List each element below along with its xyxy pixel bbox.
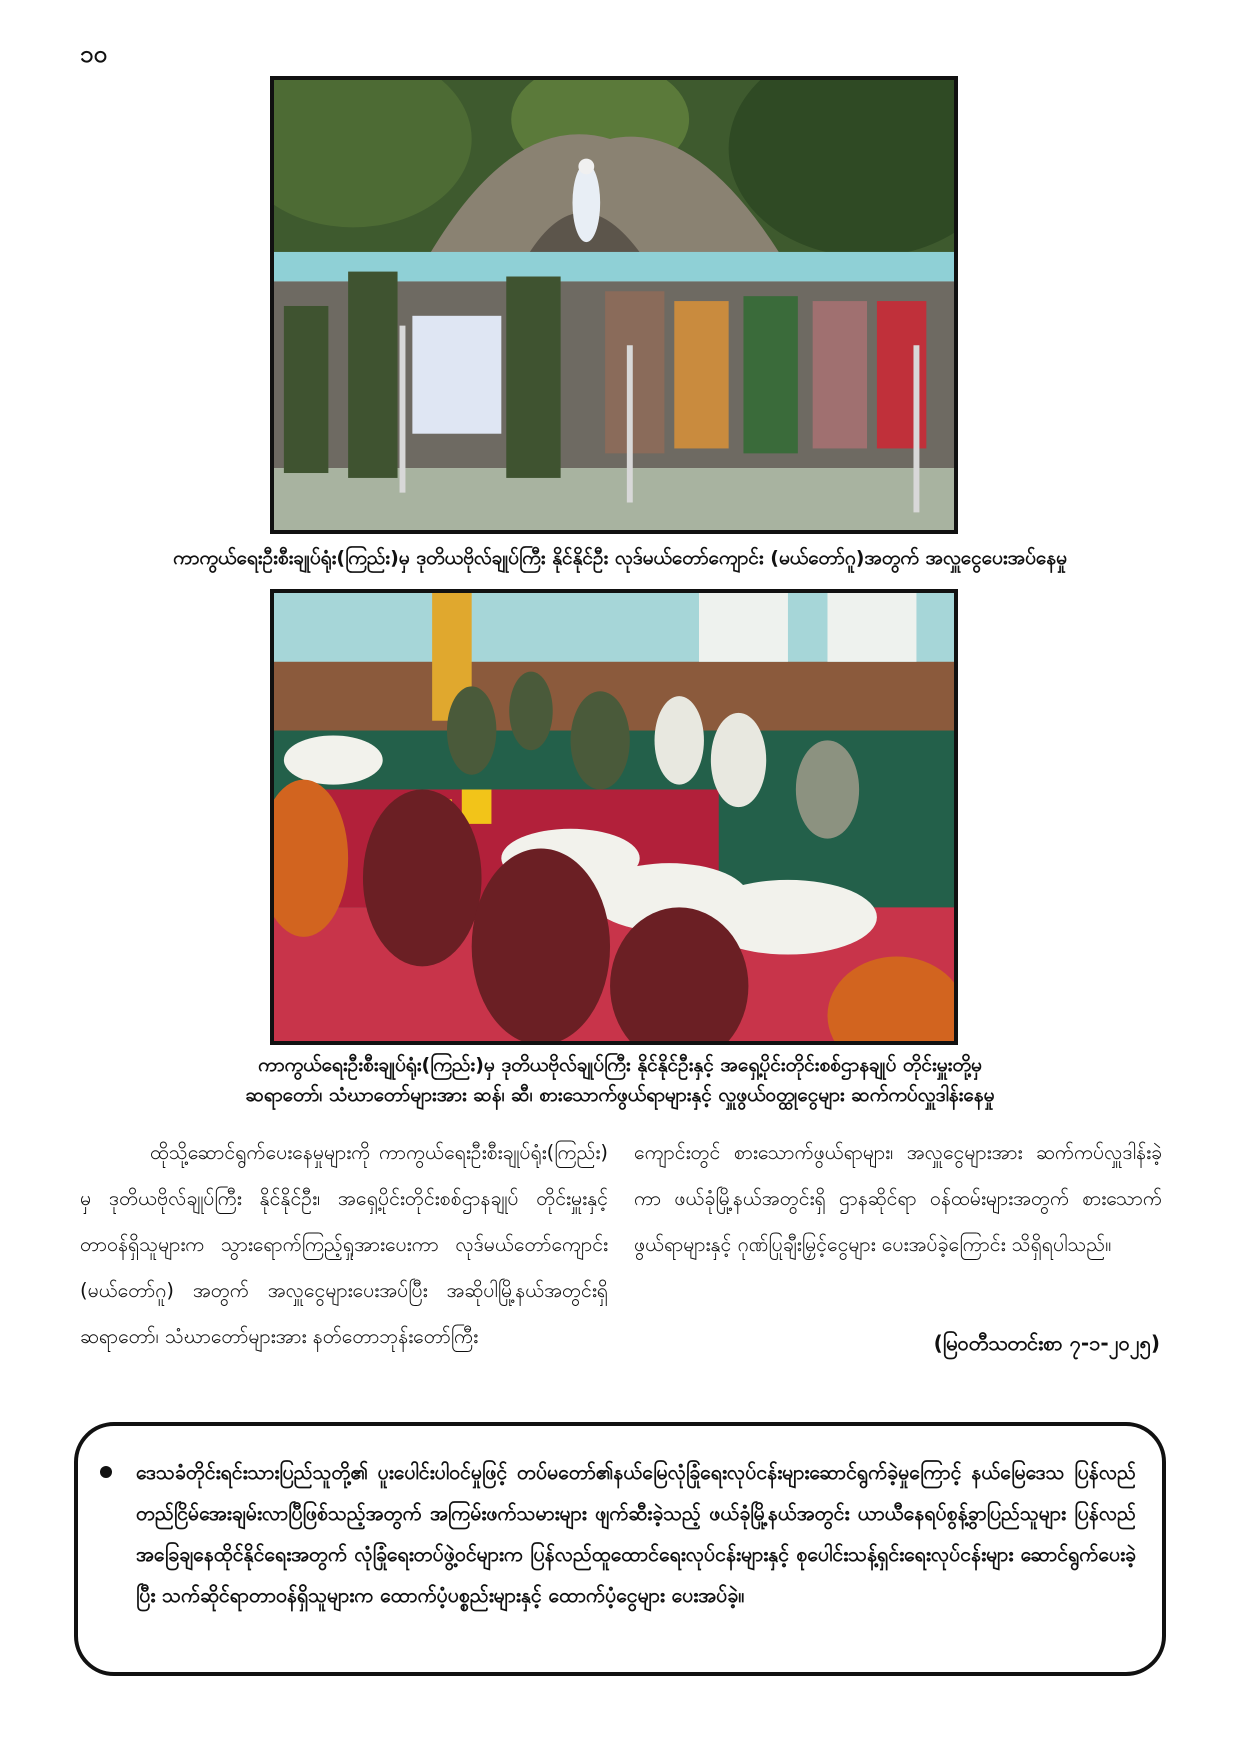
page-number: ၁၀: [80, 40, 107, 68]
photo-monastery-offering: [270, 589, 958, 1045]
article-column-left: ထိုသို့ဆောင်ရွက်ပေးနေမှုများကို ကာကွယ်ရေးဦးစီးချုပ်ရုံး(ကြည်း) မှ ဒုတိယဗိုလ်ချုပ်ကြီး နိုင်နိုင်ဦး၊ အရှေ့ပိုင်းတိုင်းစစ်ဌာနချုပ် တိုင်းမှူးနှင့် တာဝန်ရှိသူများက သွားရောက်ကြည့်ရှုအားပေးကာ လုဒ်မယ်တော်ကျောင်း (မယ်တော်ဂူ) အတွက် အလှူငွေများပေးအပ်ပြီး အဆိုပါမြို့နယ်အတွင်းရှိ ဆရာတော်၊ သံဃာတော်များအား နတ်တောဘုန်းတော်ကြီး: [80, 1141, 608, 1348]
photo-caption: ကာကွယ်ရေးဦးစီးချုပ်ရုံး(ကြည်း)မှ ဒုတိယဗိုလ်ချုပ်ကြီး နိုင်နိုင်ဦး လုဒ်မယ်တော်ကျောင်း (မယ်တော်ဂူ)အတွက် အလှူငွေပေးအပ်နေမှု: [173, 547, 1067, 569]
article-column-right: ကျောင်းတွင် စားသောက်ဖွယ်ရာများ၊ အလှူငွေများအား ဆက်ကပ်လှူဒါန်းခဲ့ကာ ဖယ်ခုံမြို့နယ်အတွင်းရှိ ဌာနဆိုင်ရာ ဝန်ထမ်းများအတွက် စားသောက်ဖွယ်ရာများနှင့် ဂုဏ်ပြုချီးမြှင့်ငွေများ ပေးအပ်ခဲ့ကြောင်း သိရှိရပါသည်။: [634, 1141, 1162, 1256]
photo-grotto-donation: [270, 76, 958, 534]
photo-caption: [60, 1050, 1180, 1110]
article-source: (မြဝတီသတင်းစာ ၇-၁-၂၀၂၅): [933, 1331, 1160, 1355]
bullet-icon: [100, 1466, 112, 1478]
photo-caption-line: ကာကွယ်ရေးဦးစီးချုပ်ရုံး(ကြည်း)မှ ဒုတိယဗိုလ်ချုပ်ကြီး နိုင်နိုင်ဦးနှင့် အရှေ့ပိုင်းတိုင်းစစ်ဌာနချုပ် တိုင်းမှူးတို့မှ: [258, 1054, 982, 1076]
photo-caption-line: ဆရာတော်၊ သံဃာတော်များအား ဆန်၊ ဆီ၊ စားသောက်ဖွယ်ရာများနှင့် လှူဖွယ်ဝတ္ထုငွေများ ဆက်ကပ်လှူဒါန်းနေမှု: [245, 1084, 995, 1106]
note-text: ဒေသခံတိုင်းရင်းသားပြည်သူတို့၏ ပူးပေါင်းပါဝင်မှုဖြင့် တပ်မတော်၏နယ်မြေလုံခြုံရေးလုပ်ငန်းများဆောင်ရွက်ခဲ့မှုကြောင့် နယ်မြေဒေသ ပြန်လည်တည်ငြိမ်အေးချမ်းလာပြီဖြစ်သည့်အတွက် အကြမ်းဖက်သမားများ ဖျက်ဆီးခဲ့သည့် ဖယ်ခုံမြို့နယ်အတွင်း ယာယီနေရပ်စွန့်ခွာပြည်သူများ ပြန်လည်အခြေချနေထိုင်နိုင်ရေးအတွက် လုံခြုံရေးတပ်ဖွဲ့ဝင်များက ပြန်လည်ထူထောင်ရေးလုပ်ငန်းများနှင့် စုပေါင်းသန့်ရှင်းရေးလုပ်ငန်းများ ဆောင်ရွက်ပေးခဲ့ပြီး သက်ဆိုင်ရာတာဝန်ရှိသူများက ထောက်ပံ့ပစ္စည်းများနှင့် ထောက်ပံ့ငွေများ ပေးအပ်ခဲ့။: [136, 1461, 1136, 1607]
highlight-note-box: [74, 1422, 1166, 1676]
